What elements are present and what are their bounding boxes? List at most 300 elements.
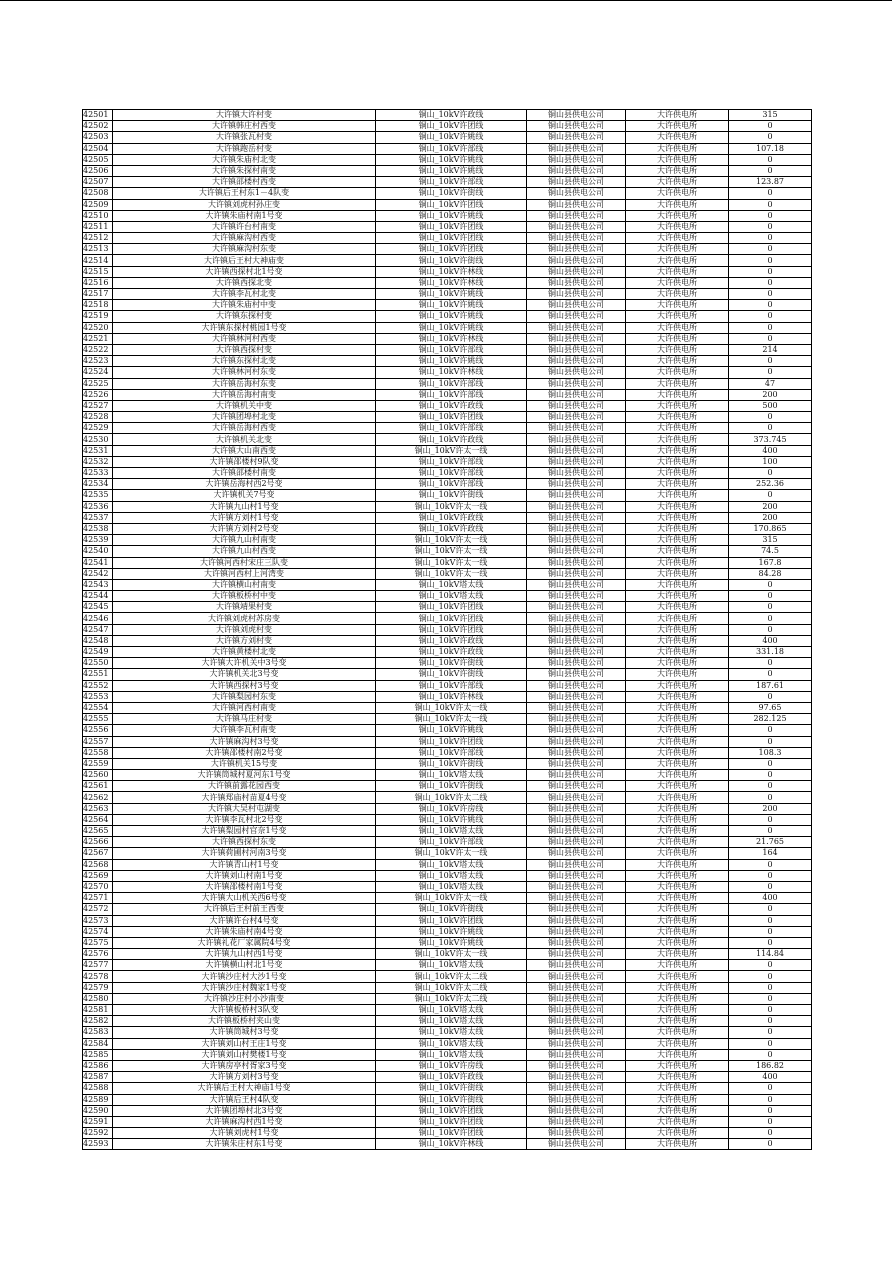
station-office-cell: 大许供电所 [626, 400, 729, 411]
capacity-value-cell: 108.3 [729, 747, 812, 758]
company-name-cell: 铜山县供电公司 [527, 859, 626, 870]
station-office-cell: 大许供电所 [626, 826, 729, 837]
capacity-value-cell: 400 [729, 893, 812, 904]
station-name-cell: 大许镇方刘村变 [113, 635, 376, 646]
company-name-cell: 铜山县供电公司 [527, 233, 626, 244]
table-row [83, 714, 812, 725]
table-row [83, 1005, 812, 1016]
feeder-line-cell: 铜山_10kV许太二线 [376, 993, 527, 1004]
company-name-cell: 铜山县供电公司 [527, 244, 626, 255]
feeder-line-cell: 铜山_10kV许团线 [376, 121, 527, 132]
station-office-cell: 大许供电所 [626, 635, 729, 646]
row-id-cell: 42571 [83, 893, 113, 904]
station-office-cell: 大许供电所 [626, 680, 729, 691]
capacity-value-cell: 0 [729, 624, 812, 635]
capacity-value-cell: 74.5 [729, 546, 812, 557]
station-name-cell: 大许镇西探村北1号变 [113, 266, 376, 277]
company-name-cell: 铜山县供电公司 [527, 904, 626, 915]
row-id-cell: 42555 [83, 714, 113, 725]
row-id-cell: 42537 [83, 512, 113, 523]
station-name-cell: 大许镇郑庙村苗夏4号变 [113, 792, 376, 803]
feeder-line-cell: 铜山_10kV许团线 [376, 1105, 527, 1116]
station-office-cell: 大许供电所 [626, 132, 729, 143]
company-name-cell: 铜山县供电公司 [527, 389, 626, 400]
capacity-value-cell: 0 [729, 859, 812, 870]
station-office-cell: 大许供电所 [626, 803, 729, 814]
company-name-cell: 铜山县供电公司 [527, 926, 626, 937]
station-name-cell: 大许镇黄楼村北变 [113, 647, 376, 658]
station-name-cell: 大许镇大山机关西6号变 [113, 893, 376, 904]
station-name-cell: 大许镇刘虎村1号变 [113, 1128, 376, 1139]
station-office-cell: 大许供电所 [626, 277, 729, 288]
station-office-cell: 大许供电所 [626, 993, 729, 1004]
station-name-cell: 大许镇后王村大神庙变 [113, 255, 376, 266]
station-name-cell: 大许镇房亭村胥家3号变 [113, 1060, 376, 1071]
row-id-cell: 42582 [83, 1016, 113, 1027]
station-office-cell: 大许供电所 [626, 255, 729, 266]
feeder-line-cell: 铜山_10kV许街线 [376, 758, 527, 769]
capacity-value-cell: 0 [729, 1027, 812, 1038]
row-id-cell: 42589 [83, 1094, 113, 1105]
table-row [83, 333, 812, 344]
company-name-cell: 铜山县供电公司 [527, 647, 626, 658]
station-name-cell: 大许镇朱庙村北变 [113, 154, 376, 165]
station-office-cell: 大许供电所 [626, 546, 729, 557]
page-top-rule [0, 0, 892, 1]
row-id-cell: 42545 [83, 602, 113, 613]
table-row [83, 412, 812, 423]
station-office-cell: 大许供电所 [626, 568, 729, 579]
company-name-cell: 铜山县供电公司 [527, 1083, 626, 1094]
feeder-line-cell: 铜山_10kV许政线 [376, 647, 527, 658]
station-office-cell: 大许供电所 [626, 725, 729, 736]
capacity-value-cell: 0 [729, 1038, 812, 1049]
station-name-cell: 大许镇林河村西变 [113, 333, 376, 344]
capacity-value-cell: 0 [729, 881, 812, 892]
capacity-value-cell: 0 [729, 669, 812, 680]
row-id-cell: 42562 [83, 792, 113, 803]
table-row [83, 747, 812, 758]
company-name-cell: 铜山县供电公司 [527, 165, 626, 176]
company-name-cell: 铜山县供电公司 [527, 803, 626, 814]
capacity-value-cell: 0 [729, 792, 812, 803]
station-office-cell: 大许供电所 [626, 669, 729, 680]
row-id-cell: 42524 [83, 367, 113, 378]
company-name-cell: 铜山县供电公司 [527, 624, 626, 635]
feeder-line-cell: 铜山_10kV许部线 [376, 837, 527, 848]
company-name-cell: 铜山县供电公司 [527, 568, 626, 579]
table-row [83, 937, 812, 948]
station-office-cell: 大许供电所 [626, 165, 729, 176]
capacity-value-cell: 200 [729, 803, 812, 814]
row-id-cell: 42505 [83, 154, 113, 165]
feeder-line-cell: 铜山_10kV许太一线 [376, 535, 527, 546]
feeder-line-cell: 铜山_10kV许政线 [376, 512, 527, 523]
feeder-line-cell: 铜山_10kV许政线 [376, 400, 527, 411]
row-id-cell: 42536 [83, 501, 113, 512]
table-row [83, 691, 812, 702]
company-name-cell: 铜山县供电公司 [527, 770, 626, 781]
capacity-value-cell: 0 [729, 1128, 812, 1139]
station-office-cell: 大许供电所 [626, 110, 729, 121]
feeder-line-cell: 铜山_10kV许姚线 [376, 814, 527, 825]
company-name-cell: 铜山县供电公司 [527, 468, 626, 479]
table-row [83, 266, 812, 277]
feeder-line-cell: 铜山_10kV许政线 [376, 523, 527, 534]
feeder-line-cell: 铜山_10kV许姚线 [376, 311, 527, 322]
table-row [83, 647, 812, 658]
row-id-cell: 42513 [83, 244, 113, 255]
company-name-cell: 铜山县供电公司 [527, 535, 626, 546]
row-id-cell: 42593 [83, 1139, 113, 1150]
station-office-cell: 大许供电所 [626, 221, 729, 232]
station-name-cell: 大许镇大吴村屯湖变 [113, 803, 376, 814]
capacity-value-cell: 0 [729, 971, 812, 982]
capacity-value-cell: 84.28 [729, 568, 812, 579]
table-row [83, 221, 812, 232]
station-office-cell: 大许供电所 [626, 300, 729, 311]
capacity-value-cell: 0 [729, 468, 812, 479]
station-name-cell: 大许镇沙庄村魏家1号变 [113, 982, 376, 993]
station-office-cell: 大许供电所 [626, 289, 729, 300]
station-name-cell: 大许镇河西村宋庄三队变 [113, 557, 376, 568]
table-row [83, 971, 812, 982]
capacity-value-cell: 0 [729, 591, 812, 602]
station-name-cell: 大许镇河西村南变 [113, 702, 376, 713]
table-row [83, 837, 812, 848]
station-name-cell: 大许镇梨园村东变 [113, 691, 376, 702]
station-office-cell: 大许供电所 [626, 949, 729, 960]
station-office-cell: 大许供电所 [626, 188, 729, 199]
station-office-cell: 大许供电所 [626, 881, 729, 892]
feeder-line-cell: 铜山_10kV许街线 [376, 781, 527, 792]
table-row [83, 602, 812, 613]
station-office-cell: 大许供电所 [626, 960, 729, 971]
company-name-cell: 铜山县供电公司 [527, 210, 626, 221]
feeder-line-cell: 铜山_10kV塔太线 [376, 826, 527, 837]
table-row [83, 568, 812, 579]
station-office-cell: 大许供电所 [626, 982, 729, 993]
company-name-cell: 铜山县供电公司 [527, 423, 626, 434]
station-office-cell: 大许供电所 [626, 1038, 729, 1049]
station-name-cell: 大许镇大许机关中3号变 [113, 658, 376, 669]
station-office-cell: 大许供电所 [626, 904, 729, 915]
feeder-line-cell: 铜山_10kV许团线 [376, 915, 527, 926]
row-id-cell: 42514 [83, 255, 113, 266]
company-name-cell: 铜山县供电公司 [527, 893, 626, 904]
company-name-cell: 铜山县供电公司 [527, 1005, 626, 1016]
table-row [83, 915, 812, 926]
station-office-cell: 大许供电所 [626, 468, 729, 479]
table-row [83, 490, 812, 501]
row-id-cell: 42559 [83, 758, 113, 769]
table-row [83, 233, 812, 244]
station-name-cell: 大许镇跑岳村变 [113, 143, 376, 154]
table-row [83, 468, 812, 479]
feeder-line-cell: 铜山_10kV许团线 [376, 221, 527, 232]
row-id-cell: 42501 [83, 110, 113, 121]
table-row [83, 814, 812, 825]
table-row [83, 244, 812, 255]
capacity-value-cell: 400 [729, 1072, 812, 1083]
station-name-cell: 大许镇朱庄村东1号变 [113, 1139, 376, 1150]
row-id-cell: 42565 [83, 826, 113, 837]
capacity-value-cell: 0 [729, 356, 812, 367]
station-name-cell: 大许镇朱庙村南4号变 [113, 926, 376, 937]
row-id-cell: 42569 [83, 870, 113, 881]
row-id-cell: 42527 [83, 400, 113, 411]
station-name-cell: 大许镇刘虎村孙庄变 [113, 199, 376, 210]
capacity-value-cell: 252.36 [729, 479, 812, 490]
company-name-cell: 铜山县供电公司 [527, 289, 626, 300]
station-name-cell: 大许镇横山村南变 [113, 579, 376, 590]
row-id-cell: 42543 [83, 579, 113, 590]
capacity-value-cell: 100 [729, 456, 812, 467]
station-office-cell: 大许供电所 [626, 814, 729, 825]
table-row [83, 658, 812, 669]
table-body [83, 110, 812, 1150]
capacity-value-cell: 0 [729, 322, 812, 333]
capacity-value-cell: 0 [729, 165, 812, 176]
company-name-cell: 铜山县供电公司 [527, 311, 626, 322]
row-id-cell: 42506 [83, 165, 113, 176]
company-name-cell: 铜山县供电公司 [527, 1016, 626, 1027]
station-office-cell: 大许供电所 [626, 412, 729, 423]
feeder-line-cell: 铜山_10kV许街线 [376, 255, 527, 266]
row-id-cell: 42529 [83, 423, 113, 434]
feeder-line-cell: 铜山_10kV许政线 [376, 110, 527, 121]
station-name-cell: 大许镇刘山村王庄1号变 [113, 1038, 376, 1049]
feeder-line-cell: 铜山_10kV许太二线 [376, 792, 527, 803]
feeder-line-cell: 铜山_10kV许姚线 [376, 165, 527, 176]
row-id-cell: 42523 [83, 356, 113, 367]
table-row [83, 702, 812, 713]
capacity-value-cell: 0 [729, 1105, 812, 1116]
station-name-cell: 大许镇西探村变 [113, 344, 376, 355]
station-name-cell: 大许镇马庄村变 [113, 714, 376, 725]
company-name-cell: 铜山县供电公司 [527, 277, 626, 288]
station-office-cell: 大许供电所 [626, 915, 729, 926]
table-row [83, 792, 812, 803]
station-office-cell: 大许供电所 [626, 591, 729, 602]
capacity-value-cell: 0 [729, 602, 812, 613]
feeder-line-cell: 铜山_10kV许林线 [376, 266, 527, 277]
row-id-cell: 42557 [83, 736, 113, 747]
company-name-cell: 铜山县供电公司 [527, 412, 626, 423]
capacity-value-cell: 200 [729, 512, 812, 523]
capacity-value-cell: 167.8 [729, 557, 812, 568]
company-name-cell: 铜山县供电公司 [527, 758, 626, 769]
table-row [83, 993, 812, 1004]
feeder-line-cell: 铜山_10kV许团线 [376, 1116, 527, 1127]
row-id-cell: 42538 [83, 523, 113, 534]
feeder-line-cell: 铜山_10kV塔太线 [376, 1005, 527, 1016]
station-office-cell: 大许供电所 [626, 479, 729, 490]
company-name-cell: 铜山县供电公司 [527, 937, 626, 948]
row-id-cell: 42544 [83, 591, 113, 602]
station-office-cell: 大许供电所 [626, 389, 729, 400]
capacity-value-cell: 0 [729, 412, 812, 423]
station-name-cell: 大许镇邵楼村9队变 [113, 456, 376, 467]
station-name-cell: 大许镇邵楼村南1号变 [113, 881, 376, 892]
capacity-value-cell: 0 [729, 579, 812, 590]
table-row [83, 848, 812, 859]
feeder-line-cell: 铜山_10kV许团线 [376, 602, 527, 613]
table-row [83, 624, 812, 635]
station-name-cell: 大许镇青山村1号变 [113, 859, 376, 870]
station-office-cell: 大许供电所 [626, 434, 729, 445]
table-row [83, 1072, 812, 1083]
row-id-cell: 42564 [83, 814, 113, 825]
station-name-cell: 大许镇后王村大神庙1号变 [113, 1083, 376, 1094]
feeder-line-cell: 铜山_10kV许团线 [376, 624, 527, 635]
table-row [83, 121, 812, 132]
table-row [83, 1105, 812, 1116]
capacity-value-cell: 0 [729, 915, 812, 926]
capacity-value-cell: 315 [729, 535, 812, 546]
row-id-cell: 42509 [83, 199, 113, 210]
feeder-line-cell: 铜山_10kV许部线 [376, 479, 527, 490]
capacity-value-cell: 331.18 [729, 647, 812, 658]
row-id-cell: 42530 [83, 434, 113, 445]
capacity-value-cell: 0 [729, 758, 812, 769]
station-name-cell: 大许镇西探村东变 [113, 837, 376, 848]
station-office-cell: 大许供电所 [626, 1128, 729, 1139]
station-office-cell: 大许供电所 [626, 848, 729, 859]
row-id-cell: 42576 [83, 949, 113, 960]
table-row [83, 512, 812, 523]
station-name-cell: 大许镇机关中变 [113, 400, 376, 411]
row-id-cell: 42519 [83, 311, 113, 322]
feeder-line-cell: 铜山_10kV许部线 [376, 344, 527, 355]
company-name-cell: 铜山县供电公司 [527, 1116, 626, 1127]
table-row [83, 613, 812, 624]
capacity-value-cell: 0 [729, 1005, 812, 1016]
company-name-cell: 铜山县供电公司 [527, 154, 626, 165]
capacity-value-cell: 0 [729, 691, 812, 702]
table-row [83, 1049, 812, 1060]
capacity-value-cell: 21.765 [729, 837, 812, 848]
table-row [83, 1038, 812, 1049]
capacity-value-cell: 315 [729, 110, 812, 121]
feeder-line-cell: 铜山_10kV许太一线 [376, 546, 527, 557]
feeder-line-cell: 铜山_10kV许街线 [376, 1083, 527, 1094]
capacity-value-cell: 0 [729, 1139, 812, 1150]
capacity-value-cell: 400 [729, 635, 812, 646]
table-row [83, 356, 812, 367]
row-id-cell: 42554 [83, 702, 113, 713]
station-office-cell: 大许供电所 [626, 893, 729, 904]
table-row [83, 1027, 812, 1038]
station-office-cell: 大许供电所 [626, 758, 729, 769]
table-row [83, 893, 812, 904]
station-name-cell: 大许镇九山村西变 [113, 546, 376, 557]
station-name-cell: 大许镇九山村1号变 [113, 501, 376, 512]
capacity-value-cell: 0 [729, 367, 812, 378]
table-row [83, 904, 812, 915]
station-office-cell: 大许供电所 [626, 714, 729, 725]
capacity-value-cell: 107.18 [729, 143, 812, 154]
capacity-value-cell: 0 [729, 937, 812, 948]
station-office-cell: 大许供电所 [626, 647, 729, 658]
station-name-cell: 大许镇大山南西变 [113, 445, 376, 456]
company-name-cell: 铜山县供电公司 [527, 826, 626, 837]
feeder-line-cell: 铜山_10kV许姚线 [376, 289, 527, 300]
station-office-cell: 大许供电所 [626, 1094, 729, 1105]
capacity-value-cell: 0 [729, 132, 812, 143]
table-row [83, 557, 812, 568]
table-row [83, 479, 812, 490]
company-name-cell: 铜山县供电公司 [527, 658, 626, 669]
company-name-cell: 铜山县供电公司 [527, 1072, 626, 1083]
company-name-cell: 铜山县供电公司 [527, 132, 626, 143]
feeder-line-cell: 铜山_10kV许太一线 [376, 848, 527, 859]
feeder-line-cell: 铜山_10kV许部线 [376, 177, 527, 188]
table-row [83, 367, 812, 378]
company-name-cell: 铜山县供电公司 [527, 714, 626, 725]
station-name-cell: 大许镇沙庄村大沙1号变 [113, 971, 376, 982]
feeder-line-cell: 铜山_10kV许政线 [376, 1072, 527, 1083]
row-id-cell: 42561 [83, 781, 113, 792]
row-id-cell: 42535 [83, 490, 113, 501]
feeder-line-cell: 铜山_10kV许团线 [376, 736, 527, 747]
capacity-value-cell: 0 [729, 311, 812, 322]
feeder-line-cell: 铜山_10kV塔太线 [376, 770, 527, 781]
feeder-line-cell: 铜山_10kV许街线 [376, 904, 527, 915]
station-name-cell: 大许镇东探村变 [113, 311, 376, 322]
station-office-cell: 大许供电所 [626, 781, 729, 792]
station-office-cell: 大许供电所 [626, 1139, 729, 1150]
station-office-cell: 大许供电所 [626, 121, 729, 132]
table-row [83, 635, 812, 646]
row-id-cell: 42510 [83, 210, 113, 221]
row-id-cell: 42567 [83, 848, 113, 859]
company-name-cell: 铜山县供电公司 [527, 255, 626, 266]
table-row [83, 982, 812, 993]
station-name-cell: 大许镇岳海村东变 [113, 378, 376, 389]
capacity-value-cell: 0 [729, 725, 812, 736]
table-row [83, 389, 812, 400]
company-name-cell: 铜山县供电公司 [527, 736, 626, 747]
company-name-cell: 铜山县供电公司 [527, 479, 626, 490]
table-row [83, 344, 812, 355]
table-row [83, 1060, 812, 1071]
capacity-value-cell: 0 [729, 221, 812, 232]
station-office-cell: 大许供电所 [626, 624, 729, 635]
feeder-line-cell: 铜山_10kV许太一线 [376, 445, 527, 456]
feeder-line-cell: 铜山_10kV许街线 [376, 669, 527, 680]
station-office-cell: 大许供电所 [626, 244, 729, 255]
company-name-cell: 铜山县供电公司 [527, 1139, 626, 1150]
row-id-cell: 42574 [83, 926, 113, 937]
station-name-cell: 大许镇东探村北变 [113, 356, 376, 367]
company-name-cell: 铜山县供电公司 [527, 344, 626, 355]
capacity-value-cell: 0 [729, 277, 812, 288]
row-id-cell: 42528 [83, 412, 113, 423]
table-row [83, 960, 812, 971]
station-name-cell: 大许镇邵楼村南2号变 [113, 747, 376, 758]
table-row [83, 177, 812, 188]
station-name-cell: 大许镇林河村东变 [113, 367, 376, 378]
table-row [83, 165, 812, 176]
row-id-cell: 42556 [83, 725, 113, 736]
row-id-cell: 42531 [83, 445, 113, 456]
station-name-cell: 大许镇河西村上河湾变 [113, 568, 376, 579]
capacity-value-cell: 0 [729, 244, 812, 255]
row-id-cell: 42503 [83, 132, 113, 143]
company-name-cell: 铜山县供电公司 [527, 188, 626, 199]
company-name-cell: 铜山县供电公司 [527, 848, 626, 859]
